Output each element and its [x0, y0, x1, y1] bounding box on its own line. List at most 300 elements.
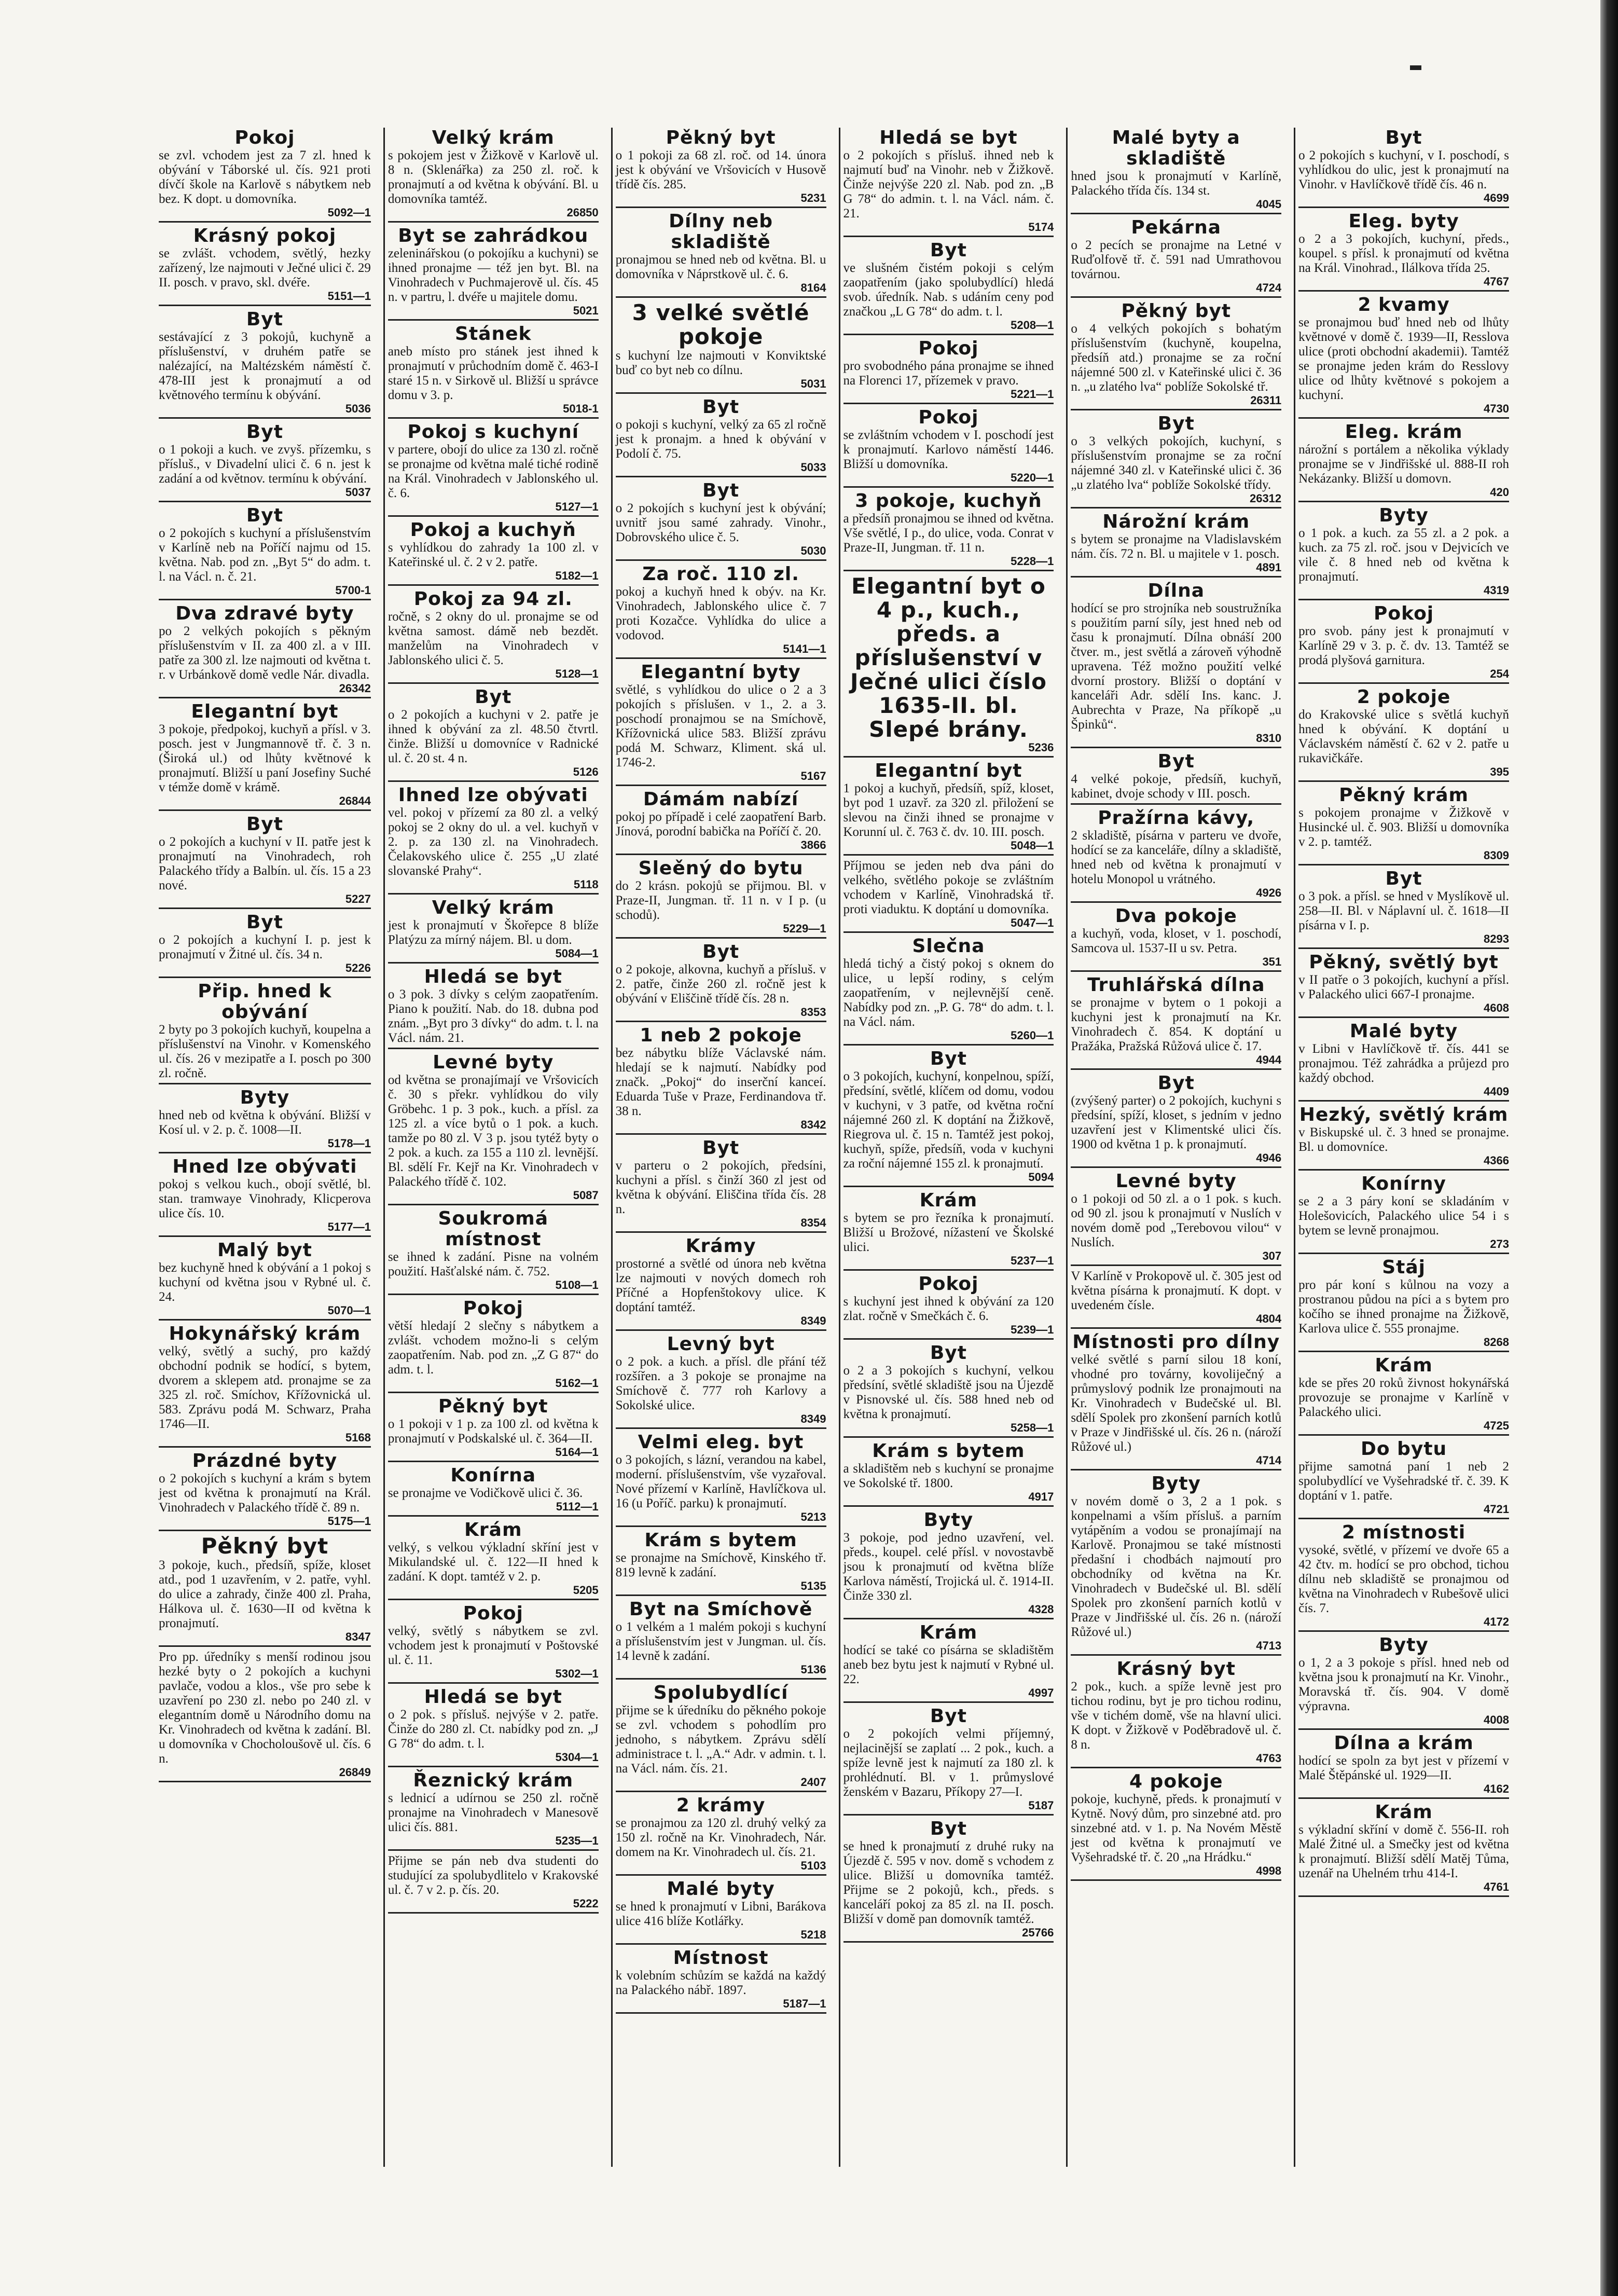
ad-number: 5167: [800, 769, 826, 782]
ad-heading: Byty: [1151, 1473, 1201, 1494]
classified-ad: [1298, 1355, 1509, 1436]
ad-number: 8342: [800, 1118, 826, 1131]
ad-number: 8309: [1484, 849, 1509, 862]
classified-ad: [1298, 505, 1509, 600]
classified-ad: [1298, 1522, 1509, 1632]
ad-text: o 3 pokojích, s lázní, verandou na kabel, moderní. příslušenstvím, vše vyzařoval. Nové přízemí v Karlíně, Havlíčkova ul. 16 (u Poříč. parku) k pronajmutí.: [615, 1453, 826, 1510]
ad-number: 5222: [573, 1897, 599, 1910]
classified-ad: [1071, 217, 1281, 298]
ad-number: 5700-1: [335, 584, 371, 597]
ad-heading: Krám: [1375, 1355, 1433, 1376]
ad-number: 5151—1: [327, 290, 371, 303]
ad-number: 4761: [1484, 1880, 1509, 1893]
ad-number: 4926: [1256, 886, 1282, 899]
ad-text: do Krakovské ulice s světlá kuchyň hned k obývání. K doptání u Václavském náměstí č. 62 v 2. patře u rukavičkáře.: [1298, 708, 1509, 765]
classified-ad: [388, 1770, 599, 1851]
ad-number: 5168: [345, 1431, 371, 1444]
ad-text: o 2 pecích se pronajme na Letné v Ruďolfově tř. č. 591 nad Umrathovou továrnou.: [1071, 238, 1282, 281]
ad-text: pokoj a kuchyň hned k obýv. na Kr. Vinohradech, Jablonského ulice č. 7 proti Kozačce. Vyhlídka do ulice a vodovod.: [615, 585, 826, 642]
ad-text: ročně, s 2 okny do ul. pronajme se od května samost. dámě neb bezdět. manželům na Vinohradech v Jablonského ulici č. 5.: [388, 610, 599, 667]
ad-text: s lednicí a udírnou se 250 zl. ročně pronajme na Vinohradech v Manesově ulici čís. 881.: [388, 1791, 599, 1834]
classified-ad: [159, 1451, 371, 1531]
classified-ad: [388, 1603, 599, 1684]
ad-heading: Nárožní krám: [1102, 511, 1250, 532]
ad-heading: Byt: [702, 480, 740, 501]
ad-text: pokoj po případě i celé zaopatření Barb. Jínová, porodní babička na Poříčí č. 20.: [615, 810, 826, 838]
ad-number: 4804: [1256, 1312, 1282, 1325]
ad-text: s pokojem pronajme v Žižkově v Husincké ul. č. 903. Bližší u domovníka v 2. p. tamtéž.: [1298, 806, 1509, 849]
ad-number: 5208—1: [1011, 319, 1054, 332]
ad-heading: Prázdné byty: [192, 1450, 338, 1472]
ad-number: 420: [1490, 486, 1509, 499]
ad-number: 5187—1: [783, 1997, 826, 2010]
ad-number: 254: [1490, 667, 1509, 680]
ad-heading: Pokoj: [918, 407, 979, 428]
ad-text: 3 pokoje, předpokoj, kuchyň a přísl. v 3. posch. jest v Jungmannově tř. č. 3 n. (Široká ul.) od lhůty květnové k pronajmutí. Bližší u paní Josefiny Suché v témže domě v krámě.: [159, 722, 371, 794]
classified-ad: [159, 1157, 371, 1237]
ad-text: o 2 pokojích s kuchyní jest k obývání; uvnitř jsou samé zahrady. Vinohr., Dobrovského ulice č. 5.: [615, 501, 826, 544]
classified-ad: [1071, 975, 1281, 1070]
ad-heading: 1 neb 2 pokoje: [640, 1025, 802, 1046]
classified-ad: [159, 603, 371, 698]
ad-heading: Byt: [1385, 868, 1422, 889]
ad-heading: Krámy: [685, 1235, 756, 1257]
ad-text: 2 skladiště, písárna v parteru ve dvoře, hodící se za kanceláře, dílny a skladiště, hned neb od května k pronajmutí v hotelu Monopol u vrátného.: [1071, 829, 1282, 886]
ad-heading: Byt: [930, 240, 967, 261]
classified-ad: [616, 1879, 826, 1945]
classified-ad: [1298, 869, 1509, 949]
ad-heading: Levný byt: [667, 1333, 775, 1355]
ad-text: o 1 pokoji od 50 zl. a o 1 pok. s kuch. od 90 zl. jsou k pronajmutí v Nuslích v novém domě pod „Terebovou vilou“ v Nuslích.: [1071, 1192, 1282, 1249]
classified-ad: [1071, 1332, 1281, 1470]
classified-ad: [388, 226, 599, 321]
column-2: [383, 128, 602, 2167]
ad-number: 4998: [1256, 1864, 1282, 1877]
ad-heading: Konírna: [450, 1465, 536, 1486]
ad-text: sestávající z 3 pokojů, kuchyně a příslušenství, v druhém patře se nalézající, na Maltézském náměstí č. 478-III jest k pronajmutí a od květnového termínu k obývání.: [159, 330, 371, 402]
classified-ad: [1071, 1269, 1281, 1329]
ad-heading: Pokoj: [918, 1273, 979, 1295]
classified-ad: [1298, 1733, 1509, 1799]
ad-number: 5048—1: [1011, 839, 1054, 852]
ad-heading: Pražírna kávy,: [1098, 807, 1255, 829]
ad-number: 5229—1: [783, 922, 826, 935]
ad-text: o 3 pok. a přísl. se hned v Myslíkově ul. 258—II. Bl. v Náplavní ul. č. 1618—II písárna v I. p.: [1298, 889, 1509, 932]
ad-heading: 2 kvamy: [1358, 294, 1450, 315]
ad-text: se zvl. vchodem jest za 7 zl. hned k obývání v Táborské ul. čís. 921 proti dívčí škole na Karlově s nábytkem neb bez. K dopt. u domovníka.: [159, 148, 371, 206]
ad-heading: Stáj: [1382, 1257, 1426, 1278]
ad-text: o 1 pokoji za 68 zl. roč. od 14. února jest k obývání ve Vršovicích v Husově třídě čís. 285.: [615, 148, 826, 191]
classified-ad: [159, 226, 371, 306]
ad-heading: Truhlářská dílna: [1087, 974, 1265, 996]
classified-ad: [1298, 211, 1509, 292]
ad-heading: Velký krám: [432, 897, 555, 918]
classified-ad: [843, 1049, 1054, 1187]
ad-text: o 2 pokojích s kuchyní a příslušenstvím v Karlíně neb na Poříčí najmu od 15. května. Nab. pod zn. „Byt 5“ do adm. t. l. na Václ. n. č. 21.: [159, 526, 371, 584]
ad-number: 5302—1: [555, 1667, 599, 1680]
ad-number: 351: [1262, 955, 1282, 968]
ad-heading: 2 místnosti: [1342, 1522, 1466, 1543]
classified-ad: [616, 1530, 826, 1596]
ad-text: hodící se spoln za byt jest v přízemí v Malé Štěpánské ul. 1929—II.: [1298, 1754, 1509, 1782]
ad-number: 25766: [1022, 1926, 1054, 1939]
classified-ad: [1298, 1802, 1509, 1897]
ad-text: se hned k pronajmutí z druhé ruky na Újezdě č. 595 v nov. domě s vchodem z ulice. Bližší u domovníka tamtéž. Přijme se 2 pokojů, kch., předs. s kanceláří pokoj za 85 zl. na II. posch. Bližší v domě pan domovník tamtéž.: [843, 1839, 1054, 1926]
ad-number: 4891: [1256, 561, 1282, 574]
ad-number: 5047—1: [1011, 916, 1054, 929]
ad-text: hned neb od května k obývání. Bližší v Kosí ul. v 2. p. č. 1008—II.: [159, 1108, 371, 1137]
classified-ad: [1298, 128, 1509, 208]
ad-heading: Pokoj s kuchyní: [407, 421, 579, 443]
ad-number: 5213: [800, 1510, 826, 1523]
ad-number: 4997: [1028, 1686, 1054, 1699]
ad-heading: Hledá se byt: [424, 966, 562, 987]
column-3: [611, 128, 829, 2167]
ad-number: 5070—1: [327, 1304, 371, 1317]
classified-ad: [843, 338, 1054, 404]
classified-ad: [159, 814, 371, 909]
ad-text: bez nábytku blíže Václavské nám. hledají se k najmutí. Nabídky pod značk. „Pokoj“ do inserční kanceí. Eduarda Tuše v Praze, Ferdinandova tř. 38 n.: [615, 1046, 826, 1118]
ad-text: v Biskupské ul. č. 3 hned se pronajme. Bl. u domovníce.: [1298, 1125, 1509, 1154]
classified-ad: [616, 1432, 826, 1527]
ad-heading: Eleg. krám: [1345, 421, 1463, 443]
classified-ad: [388, 785, 599, 895]
classified-ad: [1298, 687, 1509, 782]
ad-number: 4172: [1484, 1615, 1509, 1628]
ad-text: vysoké, světlé, v přízemí ve dvoře 65 a 42 čtv. m. hodící se pro obchod, tichou dílnu neb skladiště se pronajmou od května na Vinohradech v Rubešově ulici čís. 7.: [1298, 1543, 1509, 1615]
ad-heading: Elegantní byt: [191, 701, 339, 722]
ad-heading: Hokynářský krám: [169, 1323, 361, 1344]
classified-ad: [616, 1683, 826, 1792]
ad-text: o 1 pok. a kuch. za 55 zl. a 2 pok. a kuch. za 75 zl. roč. jsou v Dejvicích ve vile č. 8 hned neb od května k pronajmutí.: [1298, 526, 1509, 584]
ad-text: se zvlášt. vchodem, světlý, hezky zařízený, lze najmouti v Ječné ulici č. 29 II. posch. v pravo, skl. dvéře.: [159, 246, 371, 290]
ad-heading: Krám s bytem: [872, 1440, 1025, 1462]
ad-number: 5141—1: [783, 642, 826, 655]
classified-ad: [843, 1819, 1054, 1943]
ad-number: 4162: [1484, 1782, 1509, 1795]
ad-heading: Dílna a krám: [1334, 1733, 1474, 1754]
classified-ad: [1298, 422, 1509, 502]
classified-ad: [159, 912, 371, 978]
ad-heading: Slečna: [912, 936, 985, 957]
classified-ad: [1071, 581, 1281, 748]
classified-ad: [159, 981, 371, 1084]
column-5: [1066, 128, 1284, 2167]
classified-ad: [1071, 128, 1281, 214]
ad-text: pro svobodného pána pronajme se ihned na Florenci 17, přízemek v pravo.: [843, 359, 1054, 388]
ad-heading: 2 pokoje: [1357, 686, 1451, 708]
classified-ad: [616, 1795, 826, 1876]
ad-text: hledá tichý a čistý pokoj s oknem do ulice, u lepší rodiny, s celým zaopatřením, v nejlevnější ceně. Nabídky pod zn. „P. G. 78“ do adm. t. l. na Václ. nám.: [843, 957, 1054, 1029]
classified-ad: [388, 1052, 599, 1205]
ad-number: 5118: [573, 878, 599, 891]
ad-heading: Řeznický krám: [413, 1770, 574, 1791]
classified-columns: [156, 128, 1512, 2167]
classified-ad: [616, 397, 826, 477]
classified-ad: [843, 859, 1054, 933]
classified-ad: [388, 1208, 599, 1295]
ad-text: se 2 a 3 páry koní se skladáním v Holešovicích, Palackého ulice 54 i s bytem se levně pronajmou.: [1298, 1194, 1509, 1238]
classified-ad: [1071, 301, 1281, 410]
ad-number: 26850: [566, 206, 599, 219]
classified-ad: [616, 789, 826, 855]
ad-number: 5218: [800, 1928, 826, 1941]
ad-heading: Soukromá místnost: [438, 1208, 548, 1250]
ad-number: 5021: [573, 304, 599, 317]
ad-heading: Byt se zahrádkou: [398, 225, 589, 246]
ad-heading: Hledá se byt: [879, 128, 1018, 148]
classified-ad: [616, 858, 826, 939]
ad-number: 8310: [1256, 732, 1282, 745]
classified-ad: [159, 1240, 371, 1321]
ad-heading: Byt: [1385, 128, 1422, 148]
classified-ad: [843, 936, 1054, 1046]
ad-text: v Libni v Havlíčkově tř. čís. 441 se pronajmou. Též zahrádka a průjezd pro každý obchod.: [1298, 1042, 1509, 1085]
ad-text: o 2 pok. a kuch. a přísl. dle přání též rozšířen. a 3 pokoje se pronajme na Smíchově č. 777 roh Karlovy a Sokolské ulice.: [615, 1355, 826, 1412]
ad-heading: Přip. hned k obývání: [198, 981, 332, 1023]
ad-text: o 2 pokojích velmi příjemný, nejlacinější se zaplatí ... 2 pok., kuch. a spíže levně jest k najmutí za 180 zl. k prohlédnutí. Bl. v 1. průmyslové ženském v Bazaru, Příkopy 27—I.: [843, 1727, 1054, 1799]
ad-text: od května se pronajímají ve Vršovicích č. 30 s překr. vyhlídkou do vily Gröbehc. 1 p. 3 pok., kuch. a přísl. za 125 zl. a více bytů o 1 pok. a kuch. tamže po 80 zl. V 3 p. jsou tytéž byty o 2 pok. a kuch. za 155 a 110 zl. levnější. Bl. sdělí Fr. Kejř na Kr. Vinohradech v Palackého třídě č. 102.: [388, 1073, 599, 1189]
classified-ad: [1071, 808, 1281, 903]
ad-text: 2 pok., kuch. a spíže levně jest pro tichou rodinu, byt je pro tichou rodinu, vše v tichém domě, vše na hlavní ulici. K dopt. v Žižkově v Poděbradově ul. č. 8 n.: [1071, 1680, 1282, 1752]
classified-ad: [388, 128, 599, 223]
ad-text: o 2 a 3 pokojích s kuchyní, velkou předsíní, světlé skladiště jsou na Újezdě v Pisnovské ul. čís. 588 hned neb od května k pronajmutí.: [843, 1364, 1054, 1421]
ad-heading: Dámám nabízí: [643, 789, 799, 810]
column-6: [1294, 128, 1512, 2167]
ad-heading: Malé byty: [1349, 1021, 1458, 1042]
ad-text: velký, světlý a suchý, pro každý obchodní podnik se hodící, s bytem, dvorem a sklepem atd. pronajme se za 325 zl. roč. Smíchov, Křížovnická ul. 583. Zprávu podá M. Schwarz, Praha 1746—II.: [159, 1344, 371, 1431]
ad-text: o 2 pokojích s kuchyní a krám s bytem jest od května k pronajmutí na Král. Vinohradech v Palackého třídě č. 89 n.: [159, 1472, 371, 1515]
ad-heading: Krásný byt: [1116, 1658, 1236, 1680]
ad-number: 395: [1490, 765, 1509, 778]
ad-heading: Hledá se byt: [424, 1686, 562, 1708]
ad-number: 4730: [1484, 402, 1509, 415]
ad-heading: Elegantní byty: [641, 662, 801, 683]
ad-number: 5164—1: [555, 1446, 599, 1459]
ad-number: 4699: [1484, 191, 1509, 204]
ad-text: přijme se k úředníku do pěkného pokoje se zvl. vchodem s pohodlím pro jednoho, s nábytkem. Zprávu sdělí administrace t. l. „A.“ Adr. v admin. t. l. na Václ. nám. čís. 21.: [615, 1703, 826, 1776]
ad-number: 5112—1: [556, 1500, 599, 1513]
ad-text: bez kuchyně hned k obývání a 1 pokoj s kuchyní od května jsou v Rybné ul. č. 24.: [159, 1261, 371, 1304]
classified-ad: [843, 1623, 1054, 1703]
classified-ad: [843, 491, 1054, 571]
ad-text: ve slušném čistém pokoji s celým zaopatřením (jako spolubydlící) hledá svob. úředník. Nab. s udáním ceny pod značkou „L G 78“ do adm. t. l.: [843, 261, 1054, 319]
ad-text: s pokojem jest v Žižkově v Karlově ul. 8 n. (Sklenářka) za 250 zl. roč. k pronajmutí a od května k obývání. Bl. u domovníka tamtéž.: [388, 148, 599, 206]
ad-heading: Pokoj za 94 zl.: [413, 588, 573, 610]
ad-number: 5236: [1028, 741, 1054, 754]
classified-ad: [1298, 603, 1509, 684]
ad-number: 8347: [345, 1630, 371, 1643]
ad-text: o 2 pokojích s kuchyní, v I. poschodí, s vyhlídkou do ulic, jest k pronajmutí na Vinohr. v Havlíčkově třídě čís. 46 n.: [1298, 148, 1509, 191]
ad-text: velký, světlý s nábytkem se zvl. vchodem jest k pronajmutí v Poštovské ul. č. 11.: [388, 1624, 599, 1667]
ad-heading: Byt: [246, 505, 283, 526]
classified-ad: [388, 1465, 599, 1517]
ad-number: 26311: [1250, 394, 1282, 407]
ad-text: velké světlé s parní silou 18 koní, vhodné pro továrny, kovoliječný a průmyslový podnik lze pronajmouti na Kr. Vinohradech v Budečské ul. Bl. sdělí Spolek pro zkonšení parních kotlů v Praze v Jindřišské ul. čís. 26 n. (nároží Růžové ul.): [1071, 1353, 1282, 1454]
classified-ad: [388, 520, 599, 586]
classified-ad: [1071, 1073, 1281, 1168]
ad-heading: Byt: [930, 1706, 967, 1727]
classified-ad: [388, 967, 599, 1049]
ad-text: hodící se pro strojníka neb soustružníka s použitím parní síly, jest hned neb od času k pronajmutí. Dílna obnáší 200 čtver. m., jest světlá a zároveň výhodně upravena. Též možno použití velké dvorní prostory. Bližší o doptání v kanceláři Adr. sdělí Ins. kanc. J. Aubrechta v Praze, Na příkopě „u Špinků“.: [1071, 601, 1282, 732]
ad-number: 4725: [1484, 1419, 1509, 1432]
ad-heading: Velmi eleg. byt: [638, 1432, 804, 1453]
classified-ad: [616, 1025, 826, 1135]
ad-heading: Eleg. byty: [1348, 211, 1459, 232]
classified-ad: [616, 480, 826, 561]
ad-number: 5304—1: [555, 1751, 599, 1764]
ad-heading: Krám: [464, 1519, 522, 1541]
ad-heading: Pekárna: [1131, 217, 1222, 238]
ad-heading: Pokoj: [463, 1603, 523, 1624]
ad-number: 5175—1: [327, 1515, 371, 1528]
ad-number: 5084—1: [555, 947, 599, 960]
classified-ad: [843, 407, 1054, 488]
ad-text: velký, s velkou výkladní skříní jest v Mikulandské ul. č. 122—II hned k zadání. K dopt. tamtéž v 2. p.: [388, 1541, 599, 1584]
ad-heading: Byt: [246, 421, 283, 443]
ad-number: 5031: [800, 377, 826, 390]
classified-ad: [159, 128, 371, 223]
ad-number: 8293: [1484, 932, 1509, 945]
ad-heading: Byt: [702, 941, 740, 963]
ad-text: o 4 velkých pokojích s bohatým příslušenstvím (kuchyně, koupelna, předsíň atd.) pronajme se za roční nájemné 500 zl. v Kateřinské ulici č. 36 n. „u zlatého lva“ poblíže Sokolské tř.: [1071, 322, 1282, 394]
ad-number: 8353: [800, 1006, 826, 1019]
classified-ad: [1298, 1439, 1509, 1519]
ad-heading: Místnosti pro dílny: [1072, 1331, 1280, 1353]
ad-number: 5094: [1028, 1171, 1054, 1184]
ad-heading: 4 pokoje: [1129, 1771, 1223, 1792]
ad-text: Příjmou se jeden neb dva páni do velkého, světlého pokoje se zvláštním vchodem v Karlíně, Vinohradská tř. proti viaduktu. K doptání u domovníka.: [843, 859, 1054, 916]
ad-heading: Byty: [240, 1087, 290, 1108]
classified-ad: [616, 301, 826, 394]
ad-heading: Byt: [1157, 1073, 1195, 1094]
ad-number: 5162—1: [555, 1377, 599, 1390]
classified-ad: [843, 574, 1054, 758]
classified-ad: [843, 1510, 1054, 1619]
ad-text: s výkladní skříní v domě č. 556-II. roh Malé Žitné ul. a Smečky jest od května k pronajmutí. Bližší sdělí Matěj Tůma, uzenář na Uhelném trhu 414-I.: [1298, 1823, 1509, 1880]
ad-heading: Pokoj a kuchyň: [410, 519, 576, 541]
classified-ad: [616, 1948, 826, 2014]
ad-number: 5174: [1028, 221, 1054, 233]
ad-heading: 3 pokoje, kuchyň: [855, 490, 1042, 512]
ad-text: pokoj s velkou kuch., obojí světlé, bl. stan. tramwaye Vinohrady, Klicperova ulice čís. 10.: [159, 1177, 371, 1220]
ad-text: se pronajme v bytem o 1 pokoji a kuchyni jest k pronajmutí na Kr. Vinohradech č. 854. K doptání u Pražáka, Pražská Růžová ulice č. 17.: [1071, 996, 1282, 1053]
ad-heading: Pěkný byt: [1121, 300, 1232, 322]
ad-number: 4328: [1028, 1603, 1054, 1616]
ad-text: o 2 pokojích s přísluš. ihned neb k najmutí buď na Vinohr. neb v Žižkově. Činže nejvýše 220 zl. Nab. pod zn. „B G 78“ do admin. t. l. na Václ. nám. č. 21.: [843, 148, 1054, 221]
ad-number: 8354: [800, 1216, 826, 1229]
ad-heading: Spolubydlící: [653, 1682, 789, 1703]
ad-text: o pokoji s kuchyní, velký za 65 zl ročně jest k pronajm. a hned k obývání v Podolí č. 75.: [615, 418, 826, 461]
ad-text: o 2 pok. s přísluš. nejvýše v 2. patře. Činže do 280 zl. Ct. nabídky pod zn. „J G 78“ do adm. t. l.: [388, 1708, 599, 1751]
ad-text: s vyhlídkou do zahrady 1a 100 zl. v Kateřinské ul. č. 2 v 2. patře.: [388, 541, 599, 569]
classified-ad: [843, 240, 1054, 335]
ad-heading: Konírny: [1361, 1173, 1446, 1194]
ad-heading: Malé byty a skladiště: [1112, 128, 1240, 169]
ad-number: 4946: [1256, 1151, 1282, 1164]
ad-number: 4366: [1484, 1154, 1509, 1167]
ad-number: 4721: [1484, 1503, 1509, 1516]
classified-ad: [616, 1334, 826, 1429]
ad-text: o 3 pokojích, kuchyní, konpelnou, spíží, předsíní, světlé, klíčem od domu, vodou v kuchyni, v 3 patře, od května roční nájemné 260 zl. K doptání na Žižkově, Riegrova ul. č. 15 n. Tamtéž jest pokoj, kuchyň, spíže, předsíň, voda v kuchyni za roční nájemné 155 zl. k pronajmutí.: [843, 1069, 1054, 1171]
classified-ad: [1071, 906, 1281, 972]
ad-number: 8268: [1484, 1336, 1509, 1349]
ad-heading: Za roč. 110 zl.: [642, 563, 799, 585]
classified-ad: [1298, 952, 1509, 1018]
ad-text: pro pár koní s kůlnou na vozy a prostranou půdou na píci a s bytem pro kočího se ihned pronajme na Žižkově, Karlova ulice č. 555 pronajme.: [1298, 1278, 1509, 1336]
classified-ad: [159, 1534, 371, 1647]
classified-ad: [616, 662, 826, 786]
ad-number: 5036: [345, 402, 371, 415]
ad-text: se pronajme na Smíchově, Kinského tř. 819 levně k zadání.: [615, 1551, 826, 1579]
classified-ad: [616, 1599, 826, 1680]
ad-heading: Stánek: [455, 323, 532, 345]
ad-heading: Místnost: [673, 1947, 769, 1969]
classified-ad: [1298, 295, 1509, 419]
ad-number: 5136: [800, 1663, 826, 1676]
ad-text: o 2 a 3 pokojích, kuchyní, předs., koupel. s přísl. k pronajmutí od května na Král. Vinohrad., Ilálkova třída 25.: [1298, 232, 1509, 275]
ad-number: 5227: [345, 892, 371, 905]
ad-number: 5126: [573, 765, 599, 778]
ad-number: 5177—1: [327, 1220, 371, 1233]
ad-number: 4008: [1484, 1713, 1509, 1726]
ad-text: (zvýšený parter) o 2 pokojích, kuchyni s předsíní, spíží, kloset, s jedním v jedno uzavření jest v Klimentské ulici čís. 1900 od května 1 p. k pronajmutí.: [1071, 1094, 1282, 1151]
classified-ad: [1071, 1474, 1281, 1656]
ad-number: 4319: [1484, 584, 1509, 597]
ad-number: 5037: [345, 486, 371, 499]
classified-ad: [159, 702, 371, 811]
ad-heading: Byt: [246, 814, 283, 835]
classified-ad: [616, 942, 826, 1022]
ad-heading: Krám: [919, 1622, 978, 1643]
ad-number: 4917: [1028, 1490, 1054, 1503]
ad-number: 5087: [573, 1189, 599, 1202]
ad-heading: Krám: [919, 1190, 978, 1211]
ad-text: v parteru o 2 pokojích, předsíni, kuchyni a přísl. s činží 360 zl jest od května k obývání. Eliščina třída čís. 28 n.: [615, 1159, 826, 1216]
ad-text: hodící se také co písárna se skladištěm aneb bez bytu jest k najmutí v Rybné ul. 22.: [843, 1643, 1054, 1686]
ad-text: 3 pokoje, pod jedno uzavření, vel. předs., koupel. celé přísl. v novostavbě jsou k pronajmutí od května blíže Karlova náměstí, Trojická ul. č. 1914-II. Činže 330 zl.: [843, 1531, 1054, 1603]
classified-ad: [1071, 751, 1281, 805]
classified-ad: [159, 1324, 371, 1448]
column-4: [839, 128, 1057, 2167]
ad-text: o 2 pokoje, alkovna, kuchyň a přísluš. v 2. patře, činže 260 zl. ročně jest k obývání v Eliščině třídě čís. 28 n.: [615, 963, 826, 1006]
ad-heading: Elegantní byt: [875, 760, 1022, 781]
ad-text: s kuchyní jest ihned k obývání za 120 zlat. ročně v Smečkách č. 6.: [843, 1295, 1054, 1323]
ad-text: zeleninářskou (o pokojíku a kuchyni) se ihned pronajme — též jen byt. Bl. na Vinohradech v Puchmajerově ul. čís. 45 n. v partru, l. dvéře u majitele domu.: [388, 246, 599, 304]
ad-number: 4767: [1484, 275, 1509, 288]
ad-number: 5178—1: [327, 1137, 371, 1150]
ad-heading: Pěkný krám: [1339, 785, 1469, 806]
ad-text: a kuchyň, voda, kloset, v 1. poschodí, Samcova ul. 1537-II u sv. Petra.: [1071, 927, 1282, 955]
column-1: [156, 128, 374, 2167]
ad-number: 5108—1: [555, 1278, 599, 1291]
classified-ad: [159, 1088, 371, 1153]
classified-ad: [843, 761, 1054, 856]
ad-number: 4608: [1484, 1001, 1509, 1014]
ad-number: 26312: [1249, 492, 1282, 505]
ad-number: 2407: [800, 1776, 826, 1789]
ad-number: 5226: [345, 961, 371, 974]
ad-number: 4944: [1256, 1053, 1282, 1066]
ad-heading: Dva zdravé byty: [175, 603, 354, 624]
classified-ad: [388, 898, 599, 964]
ad-number: 5018-1: [563, 402, 599, 415]
ad-number: 26342: [339, 682, 371, 695]
classified-ad: [1298, 1174, 1509, 1254]
classified-ad: [616, 128, 826, 208]
ad-number: 26844: [339, 794, 371, 807]
ad-text: o 3 velkých pokojích, kuchyní, s příslušenstvím pronajme se za roční nájemné 340 zl. v Kateřinské ulici č. 36 „u zlatého lva“ poblíže Sokolské třídy.: [1071, 434, 1282, 492]
